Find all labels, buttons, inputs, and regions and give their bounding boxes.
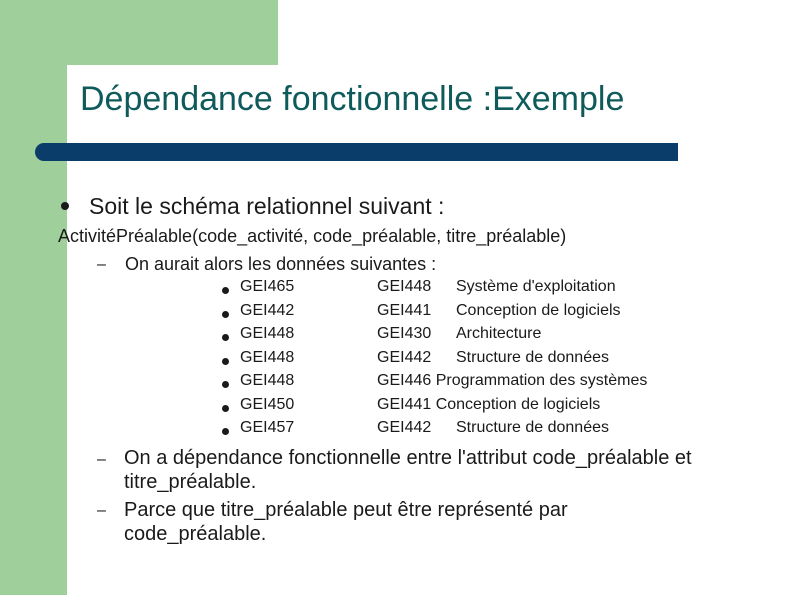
dash-bullet-icon: – [97,256,106,273]
bullet-icon [222,381,229,388]
note-dependency: On a dépendance fonctionnelle entre l'attribut code_préalable et titre_préalable. [124,447,692,493]
code-activite: GEI457 [240,419,295,436]
code-activite: GEI465 [240,278,295,295]
code-prealable-titre: GEI446 Programmation des systèmes [377,372,648,389]
bullet-icon [61,202,69,210]
code-prealable: GEI441 [377,301,432,319]
background-green-top [0,0,278,65]
title-divider-bar [35,143,678,161]
bullet-icon [222,358,229,365]
dash-bullet-icon: – [97,502,106,519]
code-activite: GEI448 [240,348,295,366]
bullet-icon [222,311,229,318]
bullet-icon [222,334,229,341]
code-prealable: GEI442 [377,419,432,436]
code-prealable: GEI442 [377,348,432,366]
titre-prealable: Conception de logiciels [456,301,621,319]
bullet-icon [222,287,229,294]
dash-bullet-icon: – [97,451,106,468]
code-activite: GEI448 [240,325,295,342]
relation-schema: ActivitéPréalable(code_activité, code_préalable, titre_préalable) [58,226,567,246]
code-activite: GEI448 [240,372,295,389]
bullet-schema-intro: Soit le schéma relationnel suivant : [89,193,445,219]
code-prealable-titre: GEI441 Conception de logiciels [377,395,601,413]
titre-prealable: Architecture [456,325,542,342]
code-prealable: GEI430 [377,325,432,342]
titre-prealable: Structure de données [456,419,609,436]
note-reason: Parce que titre_préalable peut être représenté par code_préalable. [124,499,568,545]
code-activite: GEI442 [240,301,295,319]
titre-prealable: Structure de données [456,348,609,366]
bullet-icon [222,405,229,412]
bullet-icon [222,428,229,435]
titre-prealable: Système d'exploitation [456,278,616,295]
code-prealable: GEI448 [377,278,432,295]
sub-bullet-data-intro: On aurait alors les données suivantes : [125,254,437,274]
slide-title: Dépendance fonctionnelle :Exemple [80,80,625,118]
code-activite: GEI450 [240,395,295,413]
